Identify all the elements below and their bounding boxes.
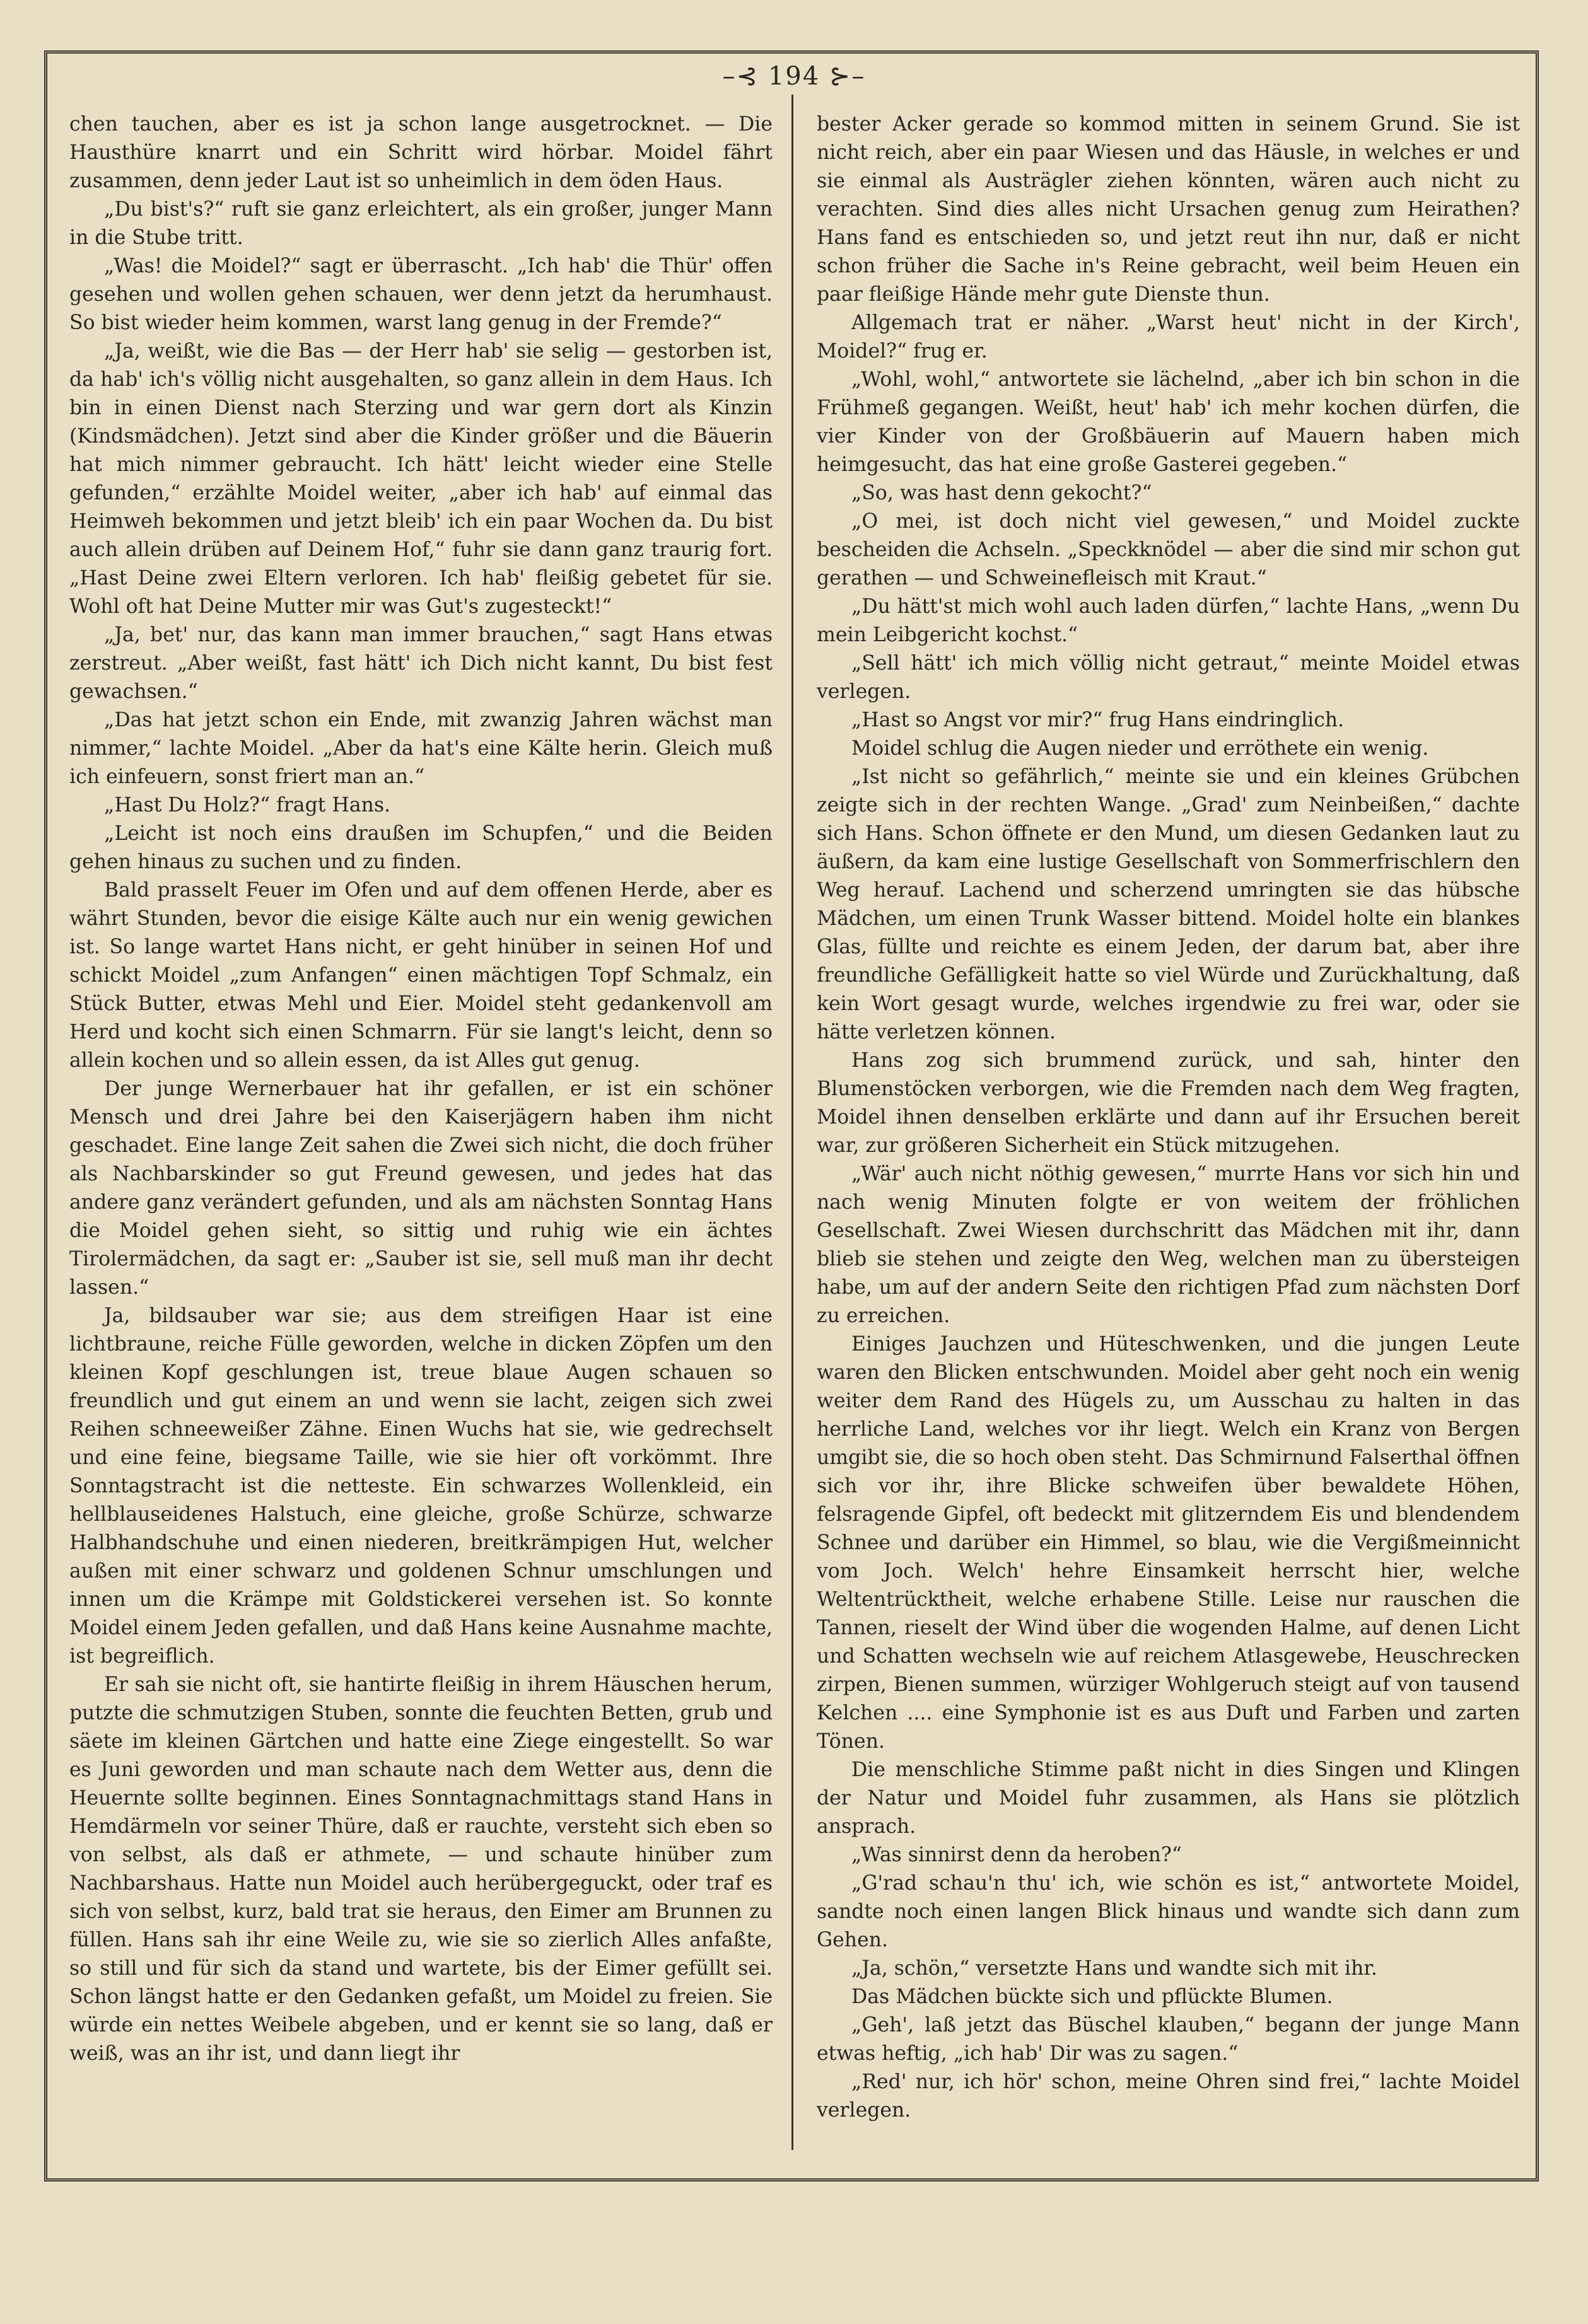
paragraph: „Red' nur, ich hör' schon, meine Ohren sind frei,“ lachte Moidel verlegen. <box>817 2071 1520 2122</box>
paragraph: „Leicht ist noch eins draußen im Schupfen,“ und die Beiden gehen hinaus zu suchen und zu finden. <box>69 822 773 873</box>
paragraph: „Hast Du Holz?“ fragt Hans. <box>104 794 391 816</box>
paragraph: Allgemach trat er näher. „Warst heut' nicht in der Kirch', Moidel?“ frug er. <box>817 311 1520 363</box>
paragraph: „Was sinnirst denn da heroben?“ <box>851 1844 1182 1866</box>
paragraph: „Ja, bet' nur, das kann man immer brauchen,“ sagt Hans etwas zerstreut. „Aber weißt, fast hätt' ich Dich nicht kannt, Du bist fest gewachsen.“ <box>69 624 773 703</box>
paragraph: „Du bist's?“ ruft sie ganz erleichtert, als ein großer, junger Mann in die Stube tritt. <box>69 198 773 249</box>
right-column <box>817 110 1520 2153</box>
paragraph: Der junge Wernerbauer hat ihr gefallen, er ist ein schöner Mensch und drei Jahre bei den Kaiserjägern haben ihm nicht geschadet. Eine lange Zeit sahen die Zwei sich nicht, die doch früher als Nachbarskinder so gut Freund gewesen, und jedes hat das andere ganz verändert gefunden, und als am nächsten Sonntag Hans die Moidel gehen sieht, so sittig und ruhig wie ein ächtes Tirolermädchen, da sagt er: „Sauber ist sie, sell muß man ihr decht lassen.“ <box>69 1078 773 1299</box>
paragraph: Ja, bildsauber war sie; aus dem streifigen Haar ist eine lichtbraune, reiche Fülle geworden, welche in dicken Zöpfen um den kleinen Kopf geschlungen ist, treue blaue Augen schauen so freundlich und gut einem an und wenn sie lacht, zeigen sich zwei Reihen schneeweißer Zähne. Einen Wuchs hat sie, wie gedrechselt und eine feine, biegsame Taille, wie sie hier oft vorkömmt. Ihre Sonntagstracht ist die netteste. Ein schwarzes Wollenkleid, ein hellblauseidenes Halstuch, eine gleiche, große Schürze, schwarze Halbhandschuhe und einen niederen, breitkrämpigen Hut, welcher außen mit einer schwarz und goldenen Schnur umschlungen und innen um die Krämpe mit Goldstickerei versehen ist. So konnte Moidel einem Jeden gefallen, und daß Hans keine Ausnahme machte, ist begreiflich. <box>69 1304 773 1668</box>
paragraph: Die menschliche Stimme paßt nicht in dies Singen und Klingen der Natur und Moidel fuhr zusammen, als Hans sie plötzlich ansprach. <box>817 1758 1520 1838</box>
paragraph: „Was! die Moidel?“ sagt er überrascht. „Ich hab' die Thür' offen gesehen und wollen gehen schauen, wer denn jetzt da herumhaust. So bist wieder heim kommen, warst lang genug in der Fremde?“ <box>69 255 773 334</box>
paragraph: Er sah sie nicht oft, sie hantirte fleißig in ihrem Häuschen herum, putzte die schmutzigen Stuben, sonnte die feuchten Betten, grub und säete im kleinen Gärtchen und hatte eine Ziege eingestellt. So war es Juni geworden und man schaute nach dem Wetter aus, denn die Heuernte sollte beginnen. Eines Sonntagnachmittags stand Hans in Hemdärmeln vor seiner Thüre, daß er rauchte, versteht sich eben so von selbst, als daß er athmete, — und schaute hinüber zum Nachbarshaus. Hatte nun Moidel auch herübergeguckt, oder traf es sich von selbst, kurz, bald trat sie heraus, den Eimer am Brunnen zu füllen. Hans sah ihr eine Weile zu, wie sie so zierlich Alles anfaßte, so still und für sich da stand und wartete, bis der Eimer gefüllt sei. Schon längst hatte er den Gedanken gefaßt, um Moidel zu freien. Sie würde ein nettes Weibele abgeben, und er kennt sie so lang, daß er weiß, was an ihr ist, und dann liegt ihr <box>69 1673 773 2065</box>
paragraph: „Sell hätt' ich mich völlig nicht getraut,“ meinte Moidel etwas verlegen. <box>817 652 1520 703</box>
paragraph: „G'rad schau'n thu' ich, wie schön es ist,“ antwortete Moidel, sandte noch einen langen Blick hinaus und wandte sich dann zum Gehen. <box>817 1872 1520 1951</box>
paragraph: „Wär' auch nicht nöthig gewesen,“ murrte Hans vor sich hin und nach wenig Minuten folgte er von weitem der fröhlichen Gesellschaft. Zwei Wiesen durchschritt das Mädchen mit ihr, dann blieb sie stehen und zeigte den Weg, welchen man zu übersteigen habe, um auf der andern Seite den richtigen Pfad zum nächsten Dorf zu erreichen. <box>817 1163 1520 1327</box>
paragraph: „Ja, weißt, wie die Bas — der Herr hab' sie selig — gestorben ist, da hab' ich's völlig nicht ausgehalten, so ganz allein in dem Haus. Ich bin in einen Dienst nach Sterzing und war gern dort als Kinzin (Kindsmädchen). Jetzt sind aber die Kinder größer und die Bäuerin hat mich nimmer gebraucht. Ich hätt' leicht wieder eine Stelle gefunden,“ erzählte Moidel weiter, „aber ich hab' auf einmal das Heimweh bekommen und jetzt bleib' ich ein paar Wochen da. Du bist auch allein drüben auf Deinem Hof,“ fuhr sie dann ganz traurig fort. „Hast Deine zwei Eltern verloren. Ich hab' fleißig gebetet für sie. Wohl oft hat Deine Mutter mir was Gut's zugesteckt!“ <box>69 340 773 618</box>
paragraph: „Ist nicht so gefährlich,“ meinte sie und ein kleines Grübchen zeigte sich in der rechten Wange. „Grad' zum Neinbeißen,“ dachte sich Hans. Schon öffnete er den Mund, um diesen Gedanken laut zu äußern, da kam eine lustige Gesellschaft von Sommerfrischlern den Weg herauf. Lachend und scherzend umringten sie das hübsche Mädchen, um einen Trunk Wasser bittend. Moidel holte ein blankes Glas, füllte und reichte es einem Jeden, der darum bat, aber ihre freundliche Gefälligkeit hatte so viel Würde und Zurückhaltung, daß kein Wort gesagt wurde, welches irgendwie zu frei war, oder sie hätte verletzen können. <box>817 765 1520 1043</box>
paragraph: „Du hätt'st mich wohl auch laden dürfen,“ lachte Hans, „wenn Du mein Leibgericht kochst.“ <box>817 595 1520 646</box>
paragraph: chen tauchen, aber es ist ja schon lange ausgetrocknet. — Die Hausthüre knarrt und ein Schritt wird hörbar. Moidel fährt zusammen, denn jeder Laut ist so unheimlich in dem öden Haus. <box>69 113 773 192</box>
text-columns <box>69 110 1520 2153</box>
paragraph: „Hast so Angst vor mir?“ frug Hans eindringlich. <box>851 709 1345 731</box>
paragraph: Einiges Jauchzen und Hüteschwenken, und die jungen Leute waren den Blicken entschwunden. Moidel aber geht noch ein wenig weiter dem Rand des Hügels zu, um Ausschau zu halten in das herrliche Land, welches vor ihr liegt. Welch ein Kranz von Bergen umgibt sie, die so hoch oben steht. Das Schmirnund Falserthal öffnen sich vor ihr, ihre Blicke schweifen über bewaldete Höhen, felsragende Gipfel, oft bedeckt mit glitzerndem Eis und blendendem Schnee und darüber ein Himmel, so blau, wie die Vergißmeinnicht vom Joch. Welch' hehre Einsamkeit herrscht hier, welche Weltentrücktheit, welche erhabene Stille. Leise nur rauschen die Tannen, rieselt der Wind über die wogenden Halme, auf denen Licht und Schatten wechseln wie auf reichem Atlasgewebe, Heuschrecken zirpen, Bienen summen, würziger Wohlgeruch steigt auf von tausend Kelchen .... eine Symphonie ist es aus Duft und Farben und zarten Tönen. <box>817 1333 1520 1753</box>
paragraph: Moidel schlug die Augen nieder und erröthete ein wenig. <box>851 737 1429 760</box>
paragraph: „Das hat jetzt schon ein Ende, mit zwanzig Jahren wächst man nimmer,“ lachte Moidel. „Aber da hat's eine Kälte herin. Gleich muß ich einfeuern, sonst friert man an.“ <box>69 709 773 788</box>
paragraph: Bald prasselt Feuer im Ofen und auf dem offenen Herde, aber es währt Stunden, bevor die eisige Kälte auch nur ein wenig gewichen ist. So lange wartet Hans nicht, er geht hinüber in seinen Hof und schickt Moidel „zum Anfangen“ einen mächtigen Topf Schmalz, ein Stück Butter, etwas Mehl und Eier. Moidel steht gedankenvoll am Herd und kocht sich einen Schmarrn. Für sie langt's leicht, denn so allein kochen und so allein essen, da ist Alles gut genug. <box>69 879 773 1072</box>
paragraph: „O mei, ist doch nicht viel gewesen,“ und Moidel zuckte bescheiden die Achseln. „Speckknödel — aber die sind mir schon gut gerathen — und Schweinefleisch mit Kraut.“ <box>817 510 1520 590</box>
paragraph: „Wohl, wohl,“ antwortete sie lächelnd, „aber ich bin schon in die Frühmeß gegangen. Weißt, heut' hab' ich mehr kochen dürfen, die vier Kinder von der Großbäuerin auf Mauern haben mich heimgesucht, das hat eine große Gasterei gegeben.“ <box>817 368 1520 476</box>
left-column <box>69 110 773 2153</box>
paragraph: Hans zog sich brummend zurück, und sah, hinter den Blumenstöcken verborgen, wie die Fremden nach dem Weg fragten, Moidel ihnen denselben erklärte und dann auf ihr Ersuchen bereit war, zur größeren Sicherheit ein Stück mitzugehen. <box>817 1049 1520 1157</box>
paragraph: bester Acker gerade so kommod mitten in seinem Grund. Sie ist nicht reich, aber ein paar Wiesen und das Häusle, in welches er und sie einmal als Austrägler ziehen könnten, wären auch nicht zu verachten. Sind dies alles nicht Ursachen genug zum Heirathen? Hans fand es entschieden so, und jetzt reut ihn nur, daß er nicht schon früher die Sache in's Reine gebracht, weil beim Heuen ein paar fleißige Hände mehr gute Dienste thun. <box>817 113 1520 306</box>
paragraph: „Geh', laß jetzt das Büschel klauben,“ begann der junge Mann etwas heftig, „ich hab' Dir was zu sagen.“ <box>817 2014 1520 2065</box>
page-number: –⊰ 194 ⊱– <box>722 62 866 91</box>
paragraph: „Ja, schön,“ versetzte Hans und wandte sich mit ihr. <box>851 1957 1377 1980</box>
paragraph: „So, was hast denn gekocht?“ <box>851 482 1152 504</box>
paragraph: Das Mädchen bückte sich und pflückte Blumen. <box>851 1985 1333 2008</box>
